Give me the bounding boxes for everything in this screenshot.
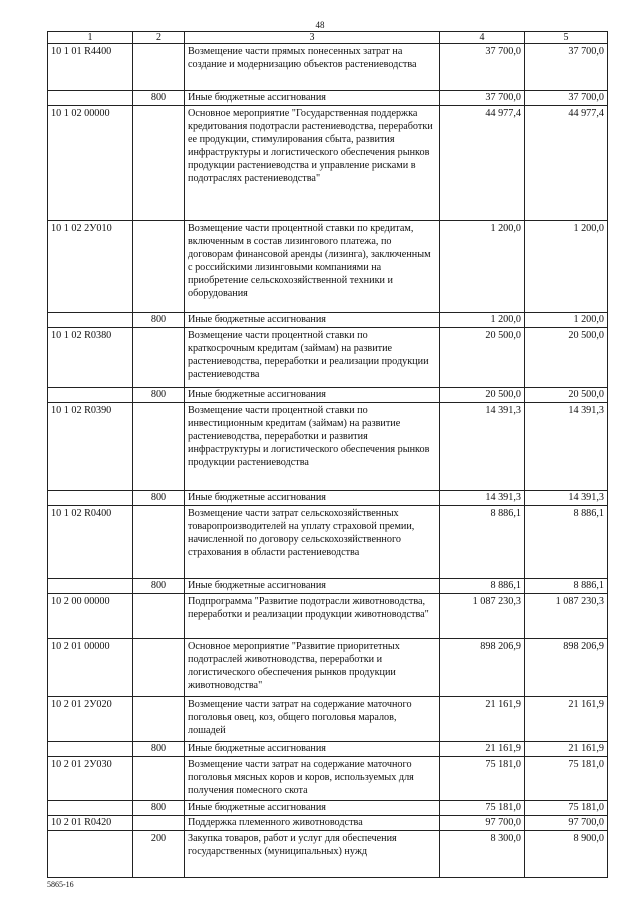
- row-value-1: 8 886,1: [440, 579, 525, 594]
- row-value-2: 21 161,9: [525, 697, 608, 742]
- row-code: 10 1 02 R0400: [48, 506, 133, 579]
- row-value-2: 8 886,1: [525, 506, 608, 579]
- row-name: Основное мероприятие "Развитие приоритетных подотраслей животноводства, переработки и логистического обеспечения рынков продукции животноводства": [185, 639, 440, 697]
- row-value-2: 14 391,3: [525, 491, 608, 506]
- table-row: [48, 506, 608, 579]
- column-header: 3: [185, 32, 440, 44]
- row-kind: [133, 221, 185, 313]
- table-row: [48, 44, 608, 91]
- column-header: 2: [133, 32, 185, 44]
- row-value-1: 21 161,9: [440, 742, 525, 757]
- row-kind: 200: [133, 831, 185, 878]
- row-code: 10 1 02 R0380: [48, 328, 133, 388]
- table-row: [48, 742, 608, 757]
- row-kind: [133, 328, 185, 388]
- row-name: Поддержка племенного животноводства: [185, 816, 440, 831]
- row-name: Возмещение части процентной ставки по кредитам, включенным в состав лизингового платежа, по договорам финансовой аренды (лизинга), заключенным с российскими лизинговыми компаниями на приобретение сельскохозяйственной техники и оборудования: [185, 221, 440, 313]
- row-code: [48, 579, 133, 594]
- row-name: Закупка товаров, работ и услуг для обеспечения государственных (муниципальных) нужд: [185, 831, 440, 878]
- table-row: [48, 801, 608, 816]
- row-code: 10 2 01 2У030: [48, 757, 133, 801]
- table-row: [48, 328, 608, 388]
- row-code: [48, 313, 133, 328]
- row-value-1: 8 300,0: [440, 831, 525, 878]
- table-row: [48, 639, 608, 697]
- row-code: [48, 801, 133, 816]
- row-name: Иные бюджетные ассигнования: [185, 91, 440, 106]
- row-value-2: 20 500,0: [525, 328, 608, 388]
- row-name: Возмещение части процентной ставки по краткосрочным кредитам (займам) на развитие растениеводства, переработки и реализации продукции растениеводства: [185, 328, 440, 388]
- table-row: [48, 697, 608, 742]
- table-row: [48, 594, 608, 639]
- row-value-1: 44 977,4: [440, 106, 525, 221]
- table-row: [48, 491, 608, 506]
- row-kind: [133, 594, 185, 639]
- row-value-2: 14 391,3: [525, 403, 608, 491]
- row-name: Возмещение части затрат на содержание маточного поголовья мясных коров и коров, используемых для получения помесного скота: [185, 757, 440, 801]
- row-name: Возмещение части затрат на содержание маточного поголовья овец, коз, общего поголовья маралов, лошадей: [185, 697, 440, 742]
- row-value-1: 75 181,0: [440, 801, 525, 816]
- row-value-2: 1 087 230,3: [525, 594, 608, 639]
- row-value-2: 20 500,0: [525, 388, 608, 403]
- row-value-1: 898 206,9: [440, 639, 525, 697]
- row-kind: 800: [133, 91, 185, 106]
- row-kind: 800: [133, 388, 185, 403]
- budget-table: [47, 31, 608, 878]
- row-code: 10 1 02 00000: [48, 106, 133, 221]
- row-value-2: 37 700,0: [525, 91, 608, 106]
- row-value-1: 8 886,1: [440, 506, 525, 579]
- row-value-2: 8 886,1: [525, 579, 608, 594]
- row-code: [48, 491, 133, 506]
- row-code: 10 1 02 2У010: [48, 221, 133, 313]
- row-name: Иные бюджетные ассигнования: [185, 579, 440, 594]
- row-value-1: 20 500,0: [440, 328, 525, 388]
- row-kind: [133, 816, 185, 831]
- row-value-2: 75 181,0: [525, 757, 608, 801]
- table-row: [48, 313, 608, 328]
- row-kind: [133, 506, 185, 579]
- row-value-1: 1 200,0: [440, 313, 525, 328]
- row-value-2: 8 900,0: [525, 831, 608, 878]
- document-code: 5865-16: [47, 880, 74, 889]
- row-value-2: 21 161,9: [525, 742, 608, 757]
- row-value-1: 37 700,0: [440, 91, 525, 106]
- row-kind: 800: [133, 313, 185, 328]
- table-header-row: [48, 32, 608, 44]
- page-number: 48: [315, 20, 325, 30]
- table-row: [48, 106, 608, 221]
- row-kind: 800: [133, 579, 185, 594]
- row-kind: 800: [133, 491, 185, 506]
- row-kind: 800: [133, 801, 185, 816]
- row-kind: [133, 639, 185, 697]
- row-value-2: 75 181,0: [525, 801, 608, 816]
- row-value-1: 21 161,9: [440, 697, 525, 742]
- row-kind: [133, 403, 185, 491]
- row-value-2: 44 977,4: [525, 106, 608, 221]
- row-code: 10 1 01 R4400: [48, 44, 133, 91]
- row-name: Иные бюджетные ассигнования: [185, 742, 440, 757]
- row-name: Иные бюджетные ассигнования: [185, 313, 440, 328]
- row-code: 10 1 02 R0390: [48, 403, 133, 491]
- row-value-2: 97 700,0: [525, 816, 608, 831]
- row-value-2: 1 200,0: [525, 313, 608, 328]
- column-header: 4: [440, 32, 525, 44]
- row-value-1: 1 200,0: [440, 221, 525, 313]
- row-code: 10 2 01 R0420: [48, 816, 133, 831]
- table-row: [48, 91, 608, 106]
- row-name: Возмещение части процентной ставки по инвестиционным кредитам (займам) на развитие растениеводства, переработки и развития инфраструктуры и логистического обеспечения рынков продукции растениеводства: [185, 403, 440, 491]
- row-value-2: 37 700,0: [525, 44, 608, 91]
- row-value-1: 75 181,0: [440, 757, 525, 801]
- row-name: Подпрограмма "Развитие подотрасли животноводства, переработки и реализации продукции животноводства": [185, 594, 440, 639]
- column-header: 5: [525, 32, 608, 44]
- row-kind: [133, 697, 185, 742]
- row-name: Иные бюджетные ассигнования: [185, 388, 440, 403]
- row-kind: [133, 106, 185, 221]
- table-row: [48, 403, 608, 491]
- row-value-2: 898 206,9: [525, 639, 608, 697]
- row-name: Основное мероприятие "Государственная поддержка кредитования подотрасли растениеводства, переработки ее продукции, стимулирования сбыта, развития инфраструктуры и логистического обеспечения рынков продукции растениеводства и управление рисками в подотраслях растениеводства": [185, 106, 440, 221]
- row-name: Возмещение части затрат сельскохозяйственных товаропроизводителей на уплату страховой премии, начисленной по договору сельскохозяйственного страхования в области растениеводства: [185, 506, 440, 579]
- row-value-1: 97 700,0: [440, 816, 525, 831]
- row-code: [48, 831, 133, 878]
- row-kind: [133, 757, 185, 801]
- row-code: 10 2 01 2У020: [48, 697, 133, 742]
- row-name: Иные бюджетные ассигнования: [185, 801, 440, 816]
- column-header: 1: [48, 32, 133, 44]
- table-row: [48, 579, 608, 594]
- row-code: [48, 91, 133, 106]
- row-value-2: 1 200,0: [525, 221, 608, 313]
- row-name: Возмещение части прямых понесенных затрат на создание и модернизацию объектов растениеводства: [185, 44, 440, 91]
- table-row: [48, 757, 608, 801]
- table-row: [48, 816, 608, 831]
- table-row: [48, 388, 608, 403]
- row-kind: 800: [133, 742, 185, 757]
- table-row: [48, 831, 608, 878]
- row-code: [48, 742, 133, 757]
- row-value-1: 14 391,3: [440, 403, 525, 491]
- row-kind: [133, 44, 185, 91]
- row-code: [48, 388, 133, 403]
- row-value-1: 1 087 230,3: [440, 594, 525, 639]
- row-value-1: 14 391,3: [440, 491, 525, 506]
- row-value-1: 20 500,0: [440, 388, 525, 403]
- table-row: [48, 221, 608, 313]
- row-code: 10 2 00 00000: [48, 594, 133, 639]
- row-name: Иные бюджетные ассигнования: [185, 491, 440, 506]
- row-value-1: 37 700,0: [440, 44, 525, 91]
- row-code: 10 2 01 00000: [48, 639, 133, 697]
